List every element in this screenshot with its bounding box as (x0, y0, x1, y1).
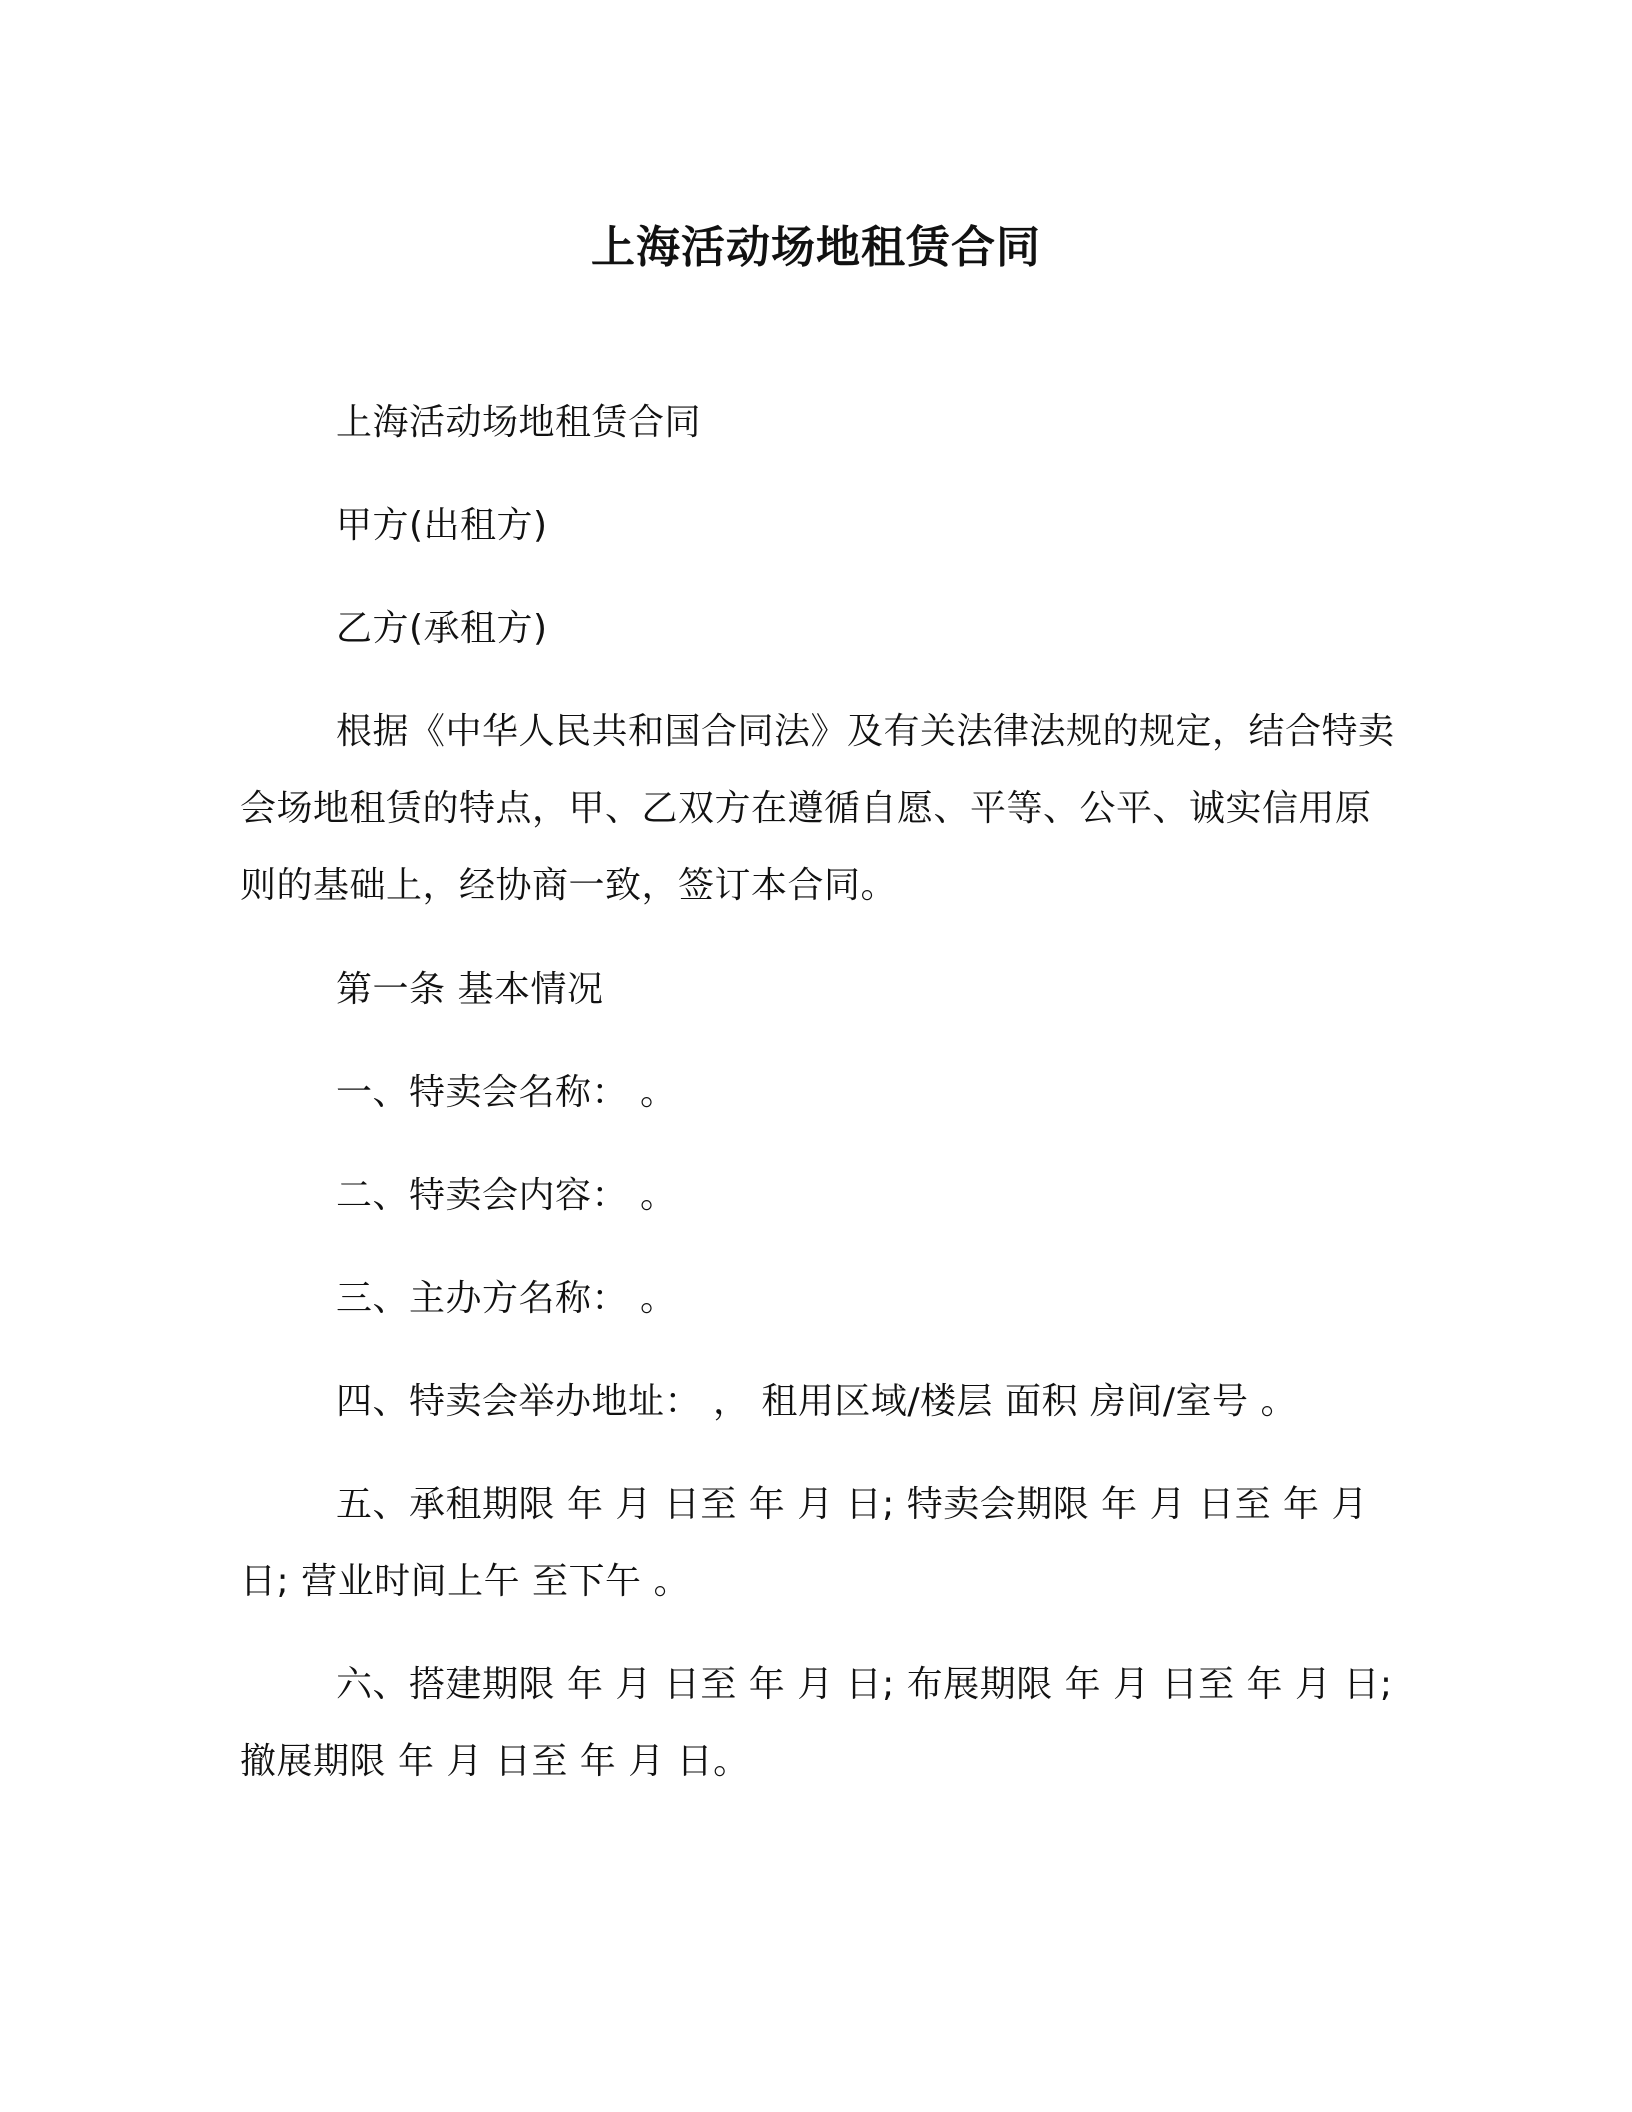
clause-6-paragraph: 六、搭建期限 年 月 日至 年 月 日; 布展期限 年 月 日至 年 月 日; 撤展期限 年 月 日至 年 月 日。 (240, 1664, 1393, 1782)
subtitle-paragraph: 上海活动场地租赁合同 (336, 402, 702, 443)
article-one-heading: 第一条 基本情况 (336, 969, 604, 1010)
clause-4-paragraph: 四、特卖会举办地址： ， 租用区域/楼层 面积 房间/室号 。 (336, 1381, 1297, 1422)
clause-3-paragraph: 三、主办方名称： 。 (336, 1278, 677, 1319)
clause-5-paragraph: 五、承租期限 年 月 日至 年 月 日; 特卖会期限 年 月 日至 年 月 日; 营业时间上午 至下午 。 (240, 1484, 1368, 1602)
party-b-paragraph: 乙方(承租方) (336, 608, 548, 649)
party-a-paragraph: 甲方(出租方) (336, 505, 548, 546)
document-title: 上海活动场地租赁合同 (591, 222, 1041, 273)
clause-2-paragraph: 二、特卖会内容： 。 (336, 1175, 677, 1216)
preamble-paragraph: 根据《中华人民共和国合同法》及有关法律法规的规定，结合特卖会场地租赁的特点，甲、乙双方在遵循自愿、平等、公平、诚实信用原则的基础上，经协商一致，签订本合同。 (240, 711, 1395, 906)
clause-1-paragraph: 一、特卖会名称： 。 (336, 1072, 677, 1113)
